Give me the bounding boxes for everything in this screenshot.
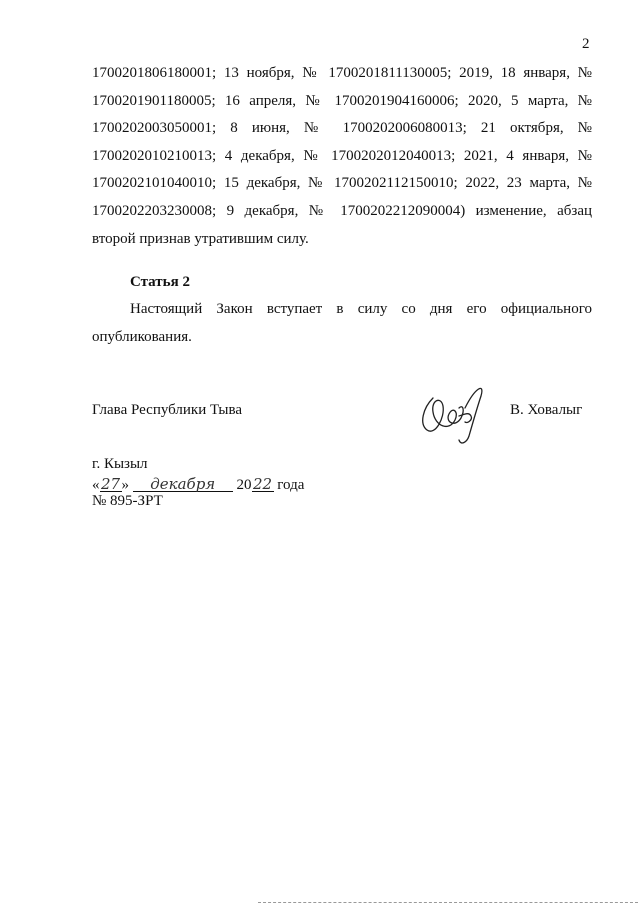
paragraph-line: 1700201806180001; 13 ноября, № 1700201811130005; 2019, 18 января, № — [92, 65, 592, 81]
signing-date — [92, 475, 304, 494]
page-number: 2 — [582, 36, 590, 52]
paragraph-line: 1700202003050001; 8 июня, № 1700202006080013; 21 октября, № — [92, 120, 592, 137]
date-close-quote: » — [121, 477, 129, 493]
signatory-name: В. Ховалыг — [510, 402, 583, 418]
handwritten-signature — [415, 378, 489, 450]
date-year-word: года — [277, 477, 305, 493]
date-year-prefix: 20 — [236, 477, 252, 493]
article-title: Статья 2 — [130, 274, 190, 290]
paragraph-line: второй признав утратившим силу. — [92, 230, 309, 247]
article-body-line: опубликования. — [92, 328, 192, 345]
amendment-paragraph — [92, 60, 592, 253]
paragraph-line: 1700202203230008; 9 декабря, № 1700202212090004) изменение, абзац — [92, 202, 592, 219]
signing-city: г. Кызыл — [92, 456, 148, 472]
paragraph-line: 1700202010210013; 4 декабря, № 1700202012040013; 2021, 4 января, № — [92, 147, 592, 164]
article-body — [92, 296, 592, 351]
date-day: 27 — [100, 475, 121, 493]
date-month: декабря — [133, 475, 233, 492]
paragraph-line: 1700201901180005; 16 апреля, № 1700201904160006; 2020, 5 марта, № — [92, 92, 592, 109]
article-body-line: Настоящий Закон вступает в силу со дня его официального — [130, 301, 592, 317]
paragraph-line: 1700202101040010; 15 декабря, № 1700202112150010; 2022, 23 марта, № — [92, 175, 592, 192]
date-year-suffix: 22 — [252, 475, 273, 493]
signatory-title: Глава Республики Тыва — [92, 402, 243, 418]
footer-rule — [258, 902, 638, 904]
date-open-quote: « — [92, 477, 100, 493]
law-number: № 895-ЗРТ — [92, 493, 163, 509]
